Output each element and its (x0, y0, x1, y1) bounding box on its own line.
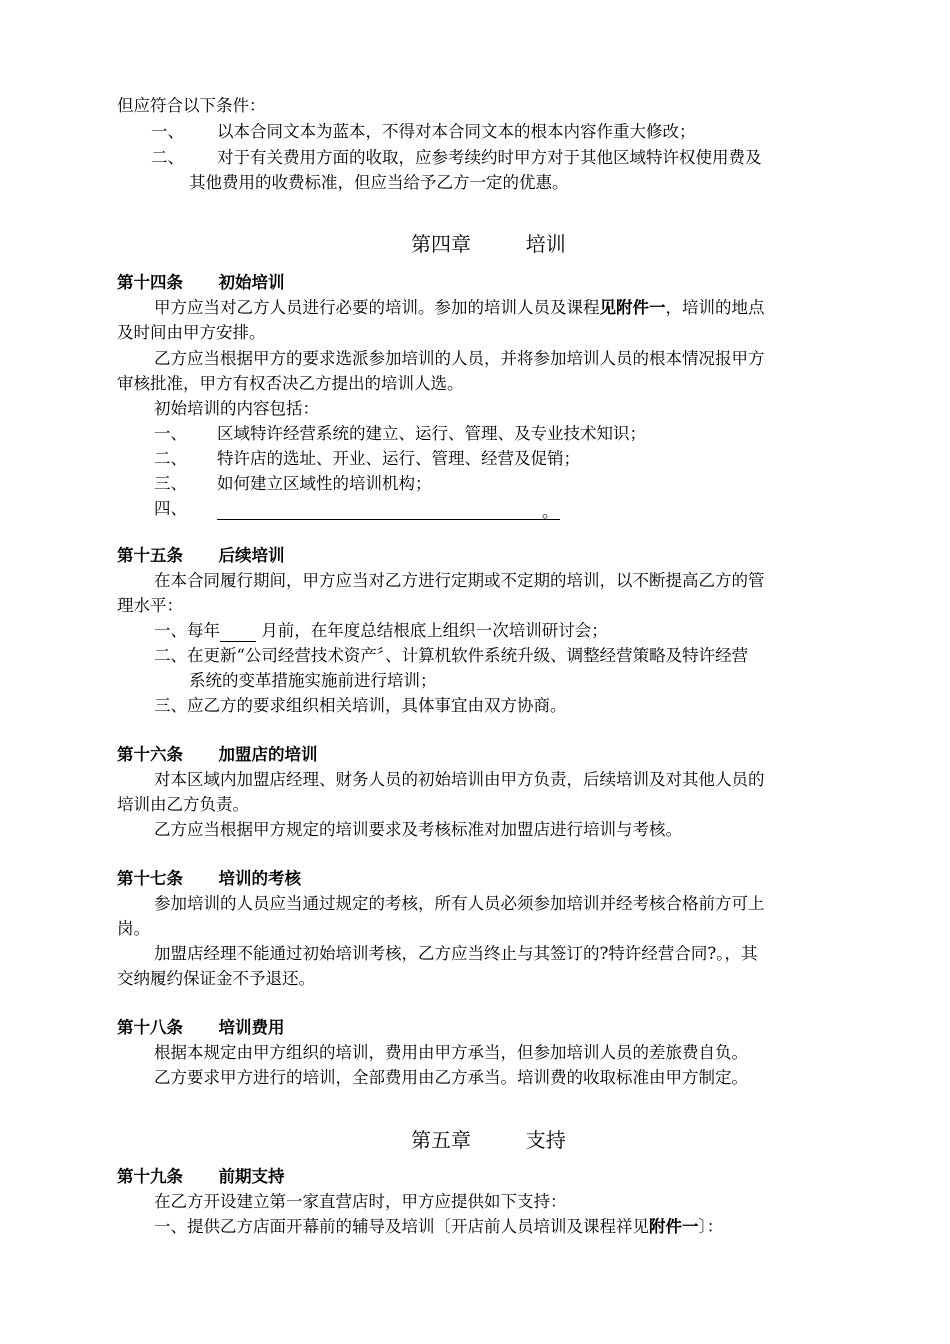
article-15-paragraph-1: 在本合同履行期间，甲方应当对乙方进行定期或不定期的培训，以不断提高乙方的管 (154, 571, 765, 590)
intro-line: 但应符合以下条件： (117, 96, 266, 115)
article-15-item-3: 三、应乙方的要求组织相关培训，具体事宜由双方协商。 (154, 696, 567, 715)
item-4-end: 。 (542, 502, 559, 521)
article-19-item-1 (154, 1216, 723, 1238)
article-19-title: 前期支持 (218, 1167, 285, 1186)
article-14-paragraph-3: 初始培训的内容包括： (154, 399, 319, 418)
article-17-number: 第十七条 (117, 869, 183, 888)
condition-1-number: 一、 (151, 122, 184, 141)
article-14-item-4-number: 四、 (154, 499, 187, 518)
article-18-heading (117, 1017, 285, 1039)
appendix-reference: 附件一 (649, 1217, 699, 1236)
article-16-paragraph-2: 乙方应当根据甲方规定的培训要求及考核标准对加盟店进行培训与考核。 (154, 820, 682, 839)
article-15-number: 第十五条 (117, 546, 183, 565)
article-14-item-2: 特许店的选址、开业、运行、管理、经营及促销； (217, 449, 580, 468)
article-14-item-3-number: 三、 (154, 474, 187, 493)
article-17-paragraph-2: 加盟店经理不能通过初始培训考核，乙方应当终止与其签订的?特许经营合同?。，其 (154, 944, 758, 963)
article-18-paragraph-2: 乙方要求甲方进行的培训，全部费用由乙方承当。培训费的收取标准由甲方制定。 (154, 1068, 748, 1087)
item-1-text: 一、提供乙方店面开幕前的辅导及培训〔开店前人员培训及课程祥见 (154, 1217, 649, 1236)
article-17-title: 培训的考核 (218, 869, 301, 888)
article-14-item-2-number: 二、 (154, 449, 187, 468)
article-19-paragraph-1: 在乙方开设建立第一家直营店时，甲方应提供如下支持： (154, 1192, 567, 1211)
article-14-paragraph-1 (154, 297, 765, 319)
blank-fill-line (217, 501, 542, 520)
appendix-reference: 见附件一 (599, 298, 666, 317)
article-14-title: 初始培训 (218, 273, 285, 292)
article-15-title: 后续培训 (218, 546, 285, 565)
item-1-text-end: 月前，在年度总结根底上组织一次培训研讨会； (256, 621, 608, 640)
article-14-item-1-number: 一、 (154, 424, 187, 443)
article-15-item-2-cont: 系统的变革措施实施前进行培训； (189, 671, 437, 690)
article-15-paragraph-1-cont: 理水平： (117, 596, 183, 615)
condition-1-text: 以本合同文本为蓝本，不得对本合同文本的根本内容作重大修改； (217, 122, 696, 141)
article-18-number: 第十八条 (117, 1018, 183, 1037)
chapter-5-number: 第五章 (411, 1128, 471, 1152)
article-14-item-4 (217, 498, 560, 520)
article-19-number: 第十九条 (117, 1167, 183, 1186)
item-1-text: 一、每年 (154, 621, 220, 640)
article-16-paragraph-1-cont: 培训由乙方负责。 (117, 795, 249, 814)
article-17-paragraph-2-cont: 交纳履约保证金不予退还。 (117, 969, 315, 988)
condition-2-text-cont: 其他费用的收费标准，但应当给予乙方一定的优惠。 (189, 173, 569, 192)
article-14-heading (117, 272, 285, 294)
chapter-5-title: 支持 (525, 1128, 566, 1152)
article-14-item-1: 区域特许经营系统的建立、运行、管理、及专业技术知识； (217, 424, 646, 443)
article-16-title: 加盟店的培训 (218, 745, 318, 764)
condition-2-number: 二、 (151, 148, 184, 167)
article-16-heading (117, 744, 318, 766)
article-14-paragraph-2-cont: 审核批准，甲方有权否决乙方提出的培训人选。 (117, 374, 464, 393)
article-14-p1-text: 甲方应当对乙方人员进行必要的培训。参加的培训人员及课程 (154, 298, 600, 317)
chapter-4-heading (411, 231, 566, 257)
article-15-heading (117, 545, 285, 567)
chapter-4-number: 第四章 (411, 232, 471, 256)
article-18-title: 培训费用 (218, 1018, 285, 1037)
article-14-paragraph-2: 乙方应当根据甲方的要求选派参加培训的人员，并将参加培训人员的根本情况报甲方 (154, 349, 765, 368)
article-14-p1-text-end: ，培训的地点 (665, 298, 765, 317)
chapter-4-title: 培训 (525, 232, 566, 256)
article-14-item-3: 如何建立区域性的培训机构； (217, 474, 432, 493)
article-15-item-2: 二、在更新“公司经营技术资产〞、计算机软件系统升级、调整经营策略及特许经营 (154, 646, 749, 665)
article-16-paragraph-1: 对本区域内加盟店经理、财务人员的初始培训由甲方负责，后续培训及对其他人员的 (154, 770, 765, 789)
article-18-paragraph-1: 根据本规定由甲方组织的培训，费用由甲方承当，但参加培训人员的差旅费自负。 (154, 1043, 748, 1062)
chapter-5-heading (411, 1127, 566, 1153)
article-19-heading (117, 1166, 285, 1188)
article-17-paragraph-1-cont: 岗。 (117, 919, 150, 938)
article-14-paragraph-1-cont: 及时间由甲方安排。 (117, 323, 266, 342)
month-blank (220, 623, 256, 642)
article-17-paragraph-1: 参加培训的人员应当通过规定的考核，所有人员必须参加培训并经考核合格前方可上 (154, 894, 765, 913)
item-1-text-end: 〕： (698, 1217, 724, 1236)
condition-2-text: 对于有关费用方面的收取，应参考续约时甲方对于其他区域特许权使用费及 (217, 148, 762, 167)
article-16-number: 第十六条 (117, 745, 183, 764)
article-17-heading (117, 868, 301, 890)
article-15-item-1 (154, 620, 608, 642)
article-14-number: 第十四条 (117, 273, 183, 292)
